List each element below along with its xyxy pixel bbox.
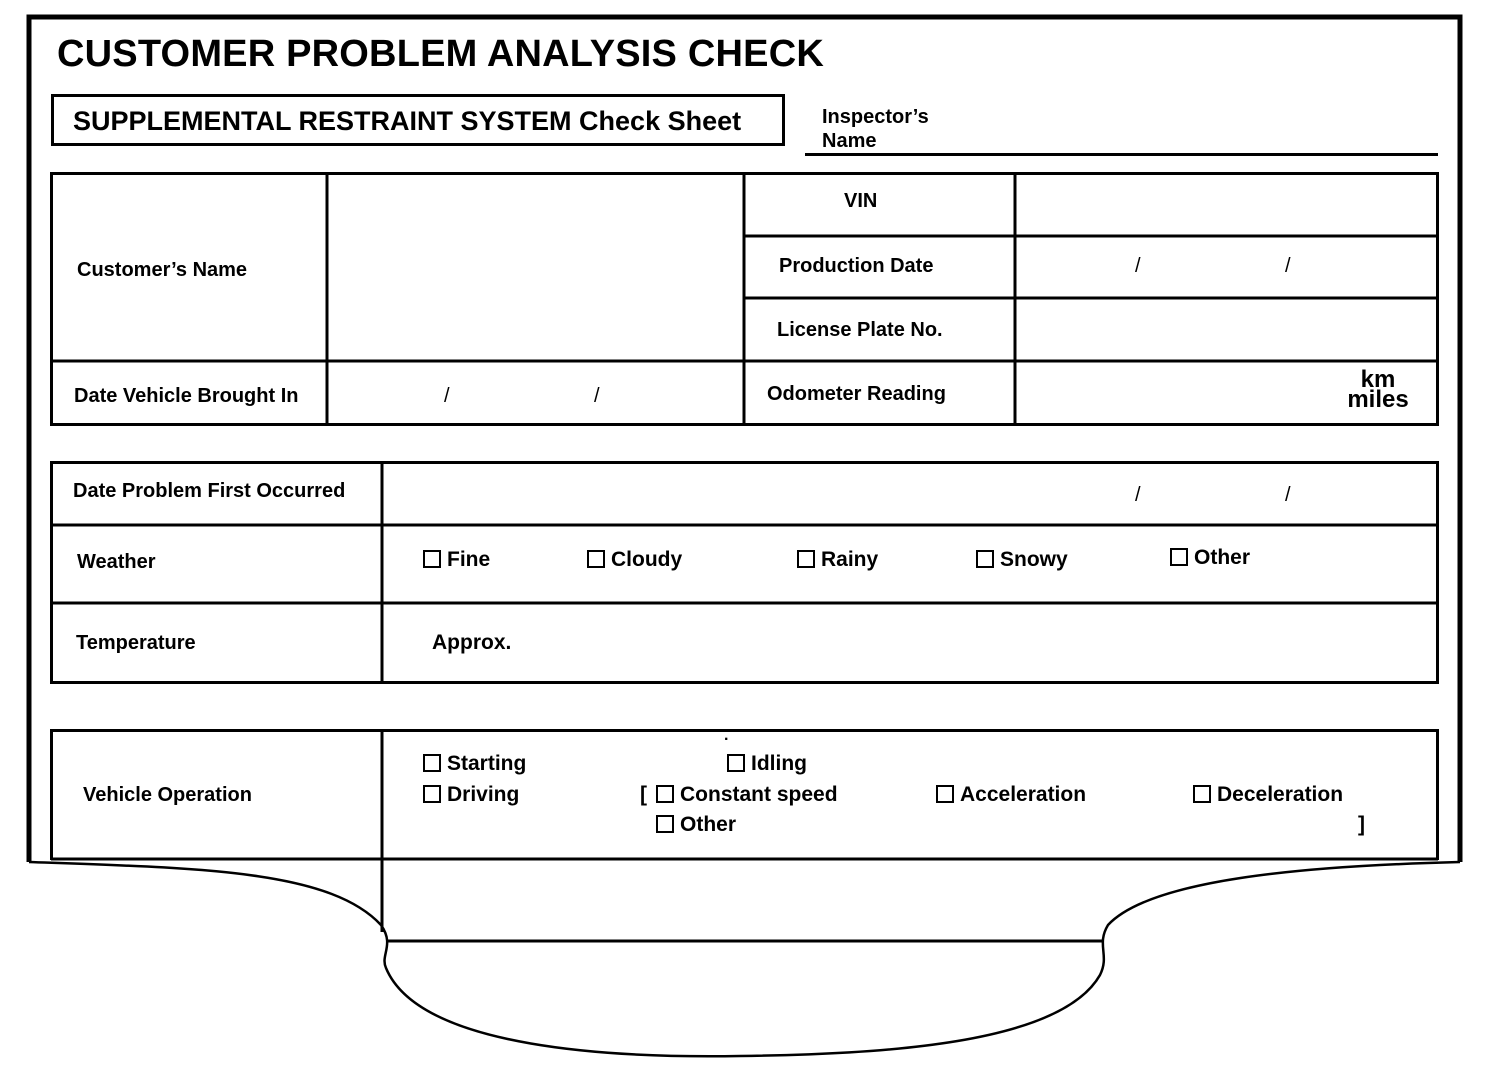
operation-idling[interactable]: Idling	[727, 752, 807, 776]
vehicle-operation-label: Vehicle Operation	[83, 784, 252, 806]
checkbox-icon[interactable]	[423, 550, 441, 568]
weather-option-snowy[interactable]: Snowy	[976, 548, 1068, 572]
checkbox-icon[interactable]	[423, 785, 441, 803]
unit-km: km	[1360, 366, 1396, 393]
checkbox-icon[interactable]	[423, 754, 441, 772]
checkbox-icon[interactable]	[797, 550, 815, 568]
weather-option-rainy[interactable]: Rainy	[797, 548, 878, 572]
operation-deceleration[interactable]: Deceleration	[1193, 783, 1343, 807]
checkbox-icon[interactable]	[727, 754, 745, 772]
checkbox-icon[interactable]	[936, 785, 954, 803]
checkbox-icon[interactable]	[587, 550, 605, 568]
date-brought-in-field[interactable]	[330, 364, 742, 422]
checkbox-icon[interactable]	[1170, 548, 1188, 566]
license-plate-label: License Plate No.	[777, 319, 943, 341]
customer-name-label: Customer’s Name	[77, 259, 248, 281]
inspector-name-label: Inspector’s Name	[822, 106, 929, 152]
operation-other[interactable]: Other	[656, 813, 736, 837]
close-bracket: ]	[1358, 813, 1365, 836]
operation-starting[interactable]: Starting	[423, 752, 526, 776]
customer-name-field[interactable]	[330, 176, 742, 359]
odometer-label: Odometer Reading	[767, 383, 946, 405]
operation-constant-speed[interactable]: Constant speed	[656, 783, 838, 807]
open-bracket: [	[640, 783, 647, 806]
date-separator: /	[444, 385, 450, 407]
vin-field[interactable]	[1018, 176, 1435, 234]
checkbox-icon[interactable]	[976, 550, 994, 568]
operation-acceleration[interactable]: Acceleration	[936, 783, 1086, 807]
weather-label: Weather	[77, 551, 156, 573]
date-separator: /	[1135, 484, 1141, 506]
weather-option-cloudy[interactable]: Cloudy	[587, 548, 682, 572]
operation-driving[interactable]: Driving	[423, 783, 519, 807]
form-title: CUSTOMER PROBLEM ANALYSIS CHECK	[57, 33, 824, 75]
sheet-label: SUPPLEMENTAL RESTRAINT SYSTEM Check Sheet	[73, 106, 742, 136]
weather-option-fine[interactable]: Fine	[423, 548, 490, 572]
checkbox-icon[interactable]	[656, 815, 674, 833]
date-separator: /	[1285, 255, 1291, 277]
production-date-field[interactable]	[1018, 239, 1435, 296]
vin-label: VIN	[844, 190, 878, 212]
temperature-field[interactable]	[540, 606, 1435, 680]
date-separator: /	[1135, 255, 1141, 277]
date-separator: /	[1285, 484, 1291, 506]
production-date-label: Production Date	[779, 255, 934, 277]
date-first-occurred-label: Date Problem First Occurred	[73, 480, 346, 502]
temperature-approx: Approx.	[432, 631, 512, 654]
temperature-label: Temperature	[76, 632, 196, 654]
date-first-occurred-field[interactable]	[385, 465, 1435, 523]
torn-edge	[29, 862, 1460, 1056]
odometer-units	[1338, 366, 1418, 413]
checkbox-icon[interactable]	[656, 785, 674, 803]
weather-option-other[interactable]: Other	[1170, 546, 1250, 570]
license-plate-field[interactable]	[1018, 301, 1435, 359]
stray-mark: .	[724, 727, 729, 744]
checkbox-icon[interactable]	[1193, 785, 1211, 803]
date-separator: /	[594, 385, 600, 407]
unit-miles: miles	[1347, 386, 1409, 413]
date-brought-in-label: Date Vehicle Brought In	[74, 385, 299, 407]
inspector-name-field[interactable]	[805, 153, 1438, 156]
